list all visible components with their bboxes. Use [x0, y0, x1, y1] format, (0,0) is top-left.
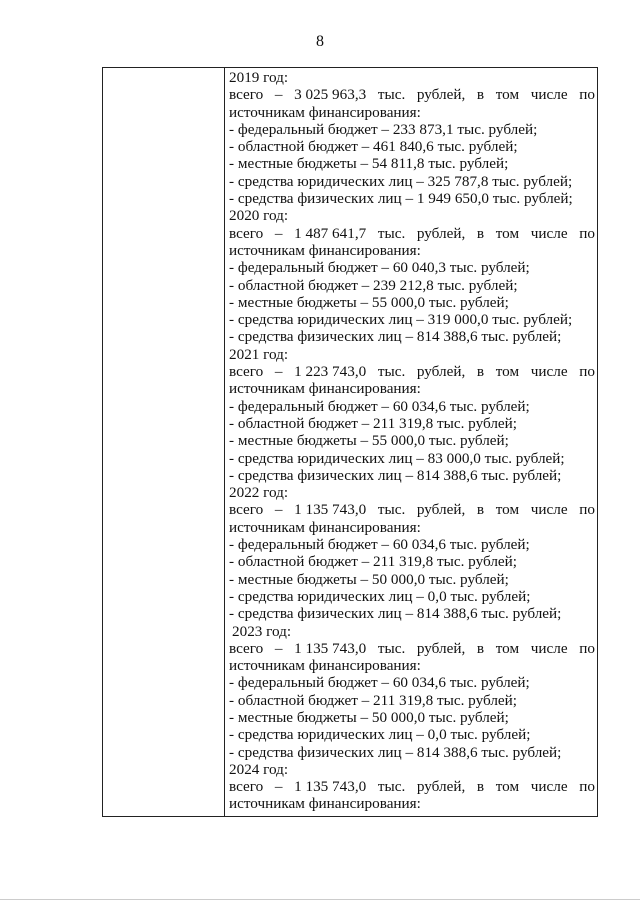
total-word: всего: [229, 224, 264, 242]
total-word: рублей,: [416, 501, 466, 519]
funding-source-item: - местные бюджеты – 50 000,0 тыс. рублей;: [229, 570, 509, 588]
total-word: рублей,: [416, 224, 466, 242]
funding-source-item: - областной бюджет – 211 319,8 тыс. рублей;: [229, 553, 517, 571]
funding-source-item: - средства юридических лиц – 325 787,8 тыс. рублей;: [229, 172, 573, 190]
funding-source-item: - средства физических лиц – 814 388,6 тыс. рублей;: [229, 605, 562, 623]
year-block: [229, 207, 595, 345]
total-word: том: [495, 639, 520, 657]
total-word: всего: [229, 639, 264, 657]
total-word: тыс.: [377, 501, 406, 519]
total-word: том: [495, 501, 520, 519]
sources-label: источникам финансирования:: [229, 103, 421, 121]
total-word: том: [495, 778, 520, 796]
year-block: [229, 346, 595, 484]
page-number: 8: [316, 33, 324, 50]
total-word: том: [495, 86, 520, 104]
total-word: 1 487 641,7: [294, 224, 367, 242]
funding-source-item: - федеральный бюджет – 60 034,6 тыс. рублей;: [229, 397, 530, 415]
total-word: 1 135 743,0: [294, 639, 367, 657]
total-word: всего: [229, 778, 264, 796]
total-word: по: [579, 363, 595, 381]
total-word: рублей,: [416, 639, 466, 657]
page-bottom-rule: [0, 899, 640, 900]
funding-source-item: - областной бюджет – 211 319,8 тыс. рублей;: [229, 414, 517, 432]
funding-source-item: - средства физических лиц – 814 388,6 тыс. рублей;: [229, 466, 562, 484]
year-total-line: [229, 778, 595, 795]
year-label: 2022 год:: [229, 484, 289, 502]
total-word: том: [495, 224, 520, 242]
total-word: в: [476, 501, 485, 519]
funding-source-item: - средства физических лиц – 814 388,6 тыс. рублей;: [229, 328, 562, 346]
total-word: числе: [530, 86, 568, 104]
total-word: –: [274, 224, 283, 242]
funding-source-item: - областной бюджет – 239 212,8 тыс. рублей;: [229, 276, 518, 294]
total-word: –: [274, 778, 283, 796]
total-word: –: [274, 639, 283, 657]
total-word: всего: [229, 86, 264, 104]
funding-source-item: - областной бюджет – 461 840,6 тыс. рублей;: [229, 138, 518, 156]
table-left-cell: [103, 68, 224, 816]
total-word: по: [579, 224, 595, 242]
financing-content-cell: [229, 69, 595, 813]
funding-source-item: - средства физических лиц – 1 949 650,0 тыс. рублей;: [229, 190, 573, 208]
year-total-line: [229, 501, 595, 518]
funding-source-item: - средства юридических лиц – 0,0 тыс. рублей;: [229, 726, 531, 744]
total-word: рублей,: [416, 86, 466, 104]
funding-source-item: - местные бюджеты – 55 000,0 тыс. рублей;: [229, 293, 509, 311]
year-block: [229, 623, 595, 761]
total-word: всего: [229, 501, 264, 519]
funding-source-item: - федеральный бюджет – 60 034,6 тыс. рублей;: [229, 536, 530, 554]
year-label: 2023 год:: [232, 622, 292, 640]
year-label: 2020 год:: [229, 207, 289, 225]
total-word: 3 025 963,3: [294, 86, 367, 104]
sources-label: источникам финансирования:: [229, 518, 421, 536]
funding-source-item: - федеральный бюджет – 60 034,6 тыс. рублей;: [229, 674, 530, 692]
total-word: тыс.: [377, 86, 406, 104]
total-word: в: [476, 224, 485, 242]
financing-table: [102, 67, 598, 817]
total-word: в: [476, 363, 485, 381]
year-total-line: [229, 363, 595, 380]
year-block: [229, 484, 595, 622]
funding-source-item: - средства юридических лиц – 319 000,0 тыс. рублей;: [229, 311, 573, 329]
total-word: числе: [530, 224, 568, 242]
total-word: 1 223 743,0: [294, 363, 367, 381]
total-word: 1 135 743,0: [294, 778, 367, 796]
year-block: [229, 69, 595, 207]
year-total-line: [229, 86, 595, 103]
funding-source-item: - средства юридических лиц – 0,0 тыс. рублей;: [229, 587, 531, 605]
total-word: числе: [530, 778, 568, 796]
sources-label: источникам финансирования:: [229, 241, 421, 259]
year-label: 2019 год:: [229, 69, 289, 86]
total-word: по: [579, 501, 595, 519]
year-label: 2021 год:: [229, 345, 289, 363]
total-word: тыс.: [377, 639, 406, 657]
sources-label: источникам финансирования:: [229, 657, 421, 675]
total-word: всего: [229, 363, 264, 381]
year-label: 2024 год:: [229, 760, 289, 778]
total-word: тыс.: [377, 363, 406, 381]
total-word: тыс.: [377, 224, 406, 242]
funding-source-item: - местные бюджеты – 55 000,0 тыс. рублей;: [229, 432, 509, 450]
total-word: –: [274, 501, 283, 519]
funding-source-item: - местные бюджеты – 54 811,8 тыс. рублей;: [229, 155, 509, 173]
total-word: числе: [530, 501, 568, 519]
funding-source-item: - федеральный бюджет – 60 040,3 тыс. рублей;: [229, 259, 530, 277]
total-word: в: [476, 639, 485, 657]
sources-label: источникам финансирования:: [229, 380, 421, 398]
total-word: по: [579, 639, 595, 657]
total-word: тыс.: [377, 778, 406, 796]
funding-source-item: - областной бюджет – 211 319,8 тыс. рублей;: [229, 691, 517, 709]
funding-source-item: - средства физических лиц – 814 388,6 тыс. рублей;: [229, 743, 562, 761]
year-total-line: [229, 640, 595, 657]
total-word: в: [476, 86, 485, 104]
year-total-line: [229, 225, 595, 242]
funding-source-item: - федеральный бюджет – 233 873,1 тыс. рублей;: [229, 120, 538, 138]
total-word: –: [274, 363, 283, 381]
total-word: в: [476, 778, 485, 796]
table-column-divider: [224, 68, 225, 816]
sources-label: источникам финансирования:: [229, 795, 421, 813]
total-word: 1 135 743,0: [294, 501, 367, 519]
total-word: –: [274, 86, 283, 104]
total-word: числе: [530, 363, 568, 381]
total-word: том: [495, 363, 520, 381]
funding-source-item: - местные бюджеты – 50 000,0 тыс. рублей;: [229, 708, 509, 726]
total-word: рублей,: [416, 363, 466, 381]
funding-source-item: - средства юридических лиц – 83 000,0 тыс. рублей;: [229, 449, 565, 467]
total-word: рублей,: [416, 778, 466, 796]
year-block: [229, 761, 595, 813]
total-word: по: [579, 778, 595, 796]
total-word: по: [579, 86, 595, 104]
total-word: числе: [530, 639, 568, 657]
